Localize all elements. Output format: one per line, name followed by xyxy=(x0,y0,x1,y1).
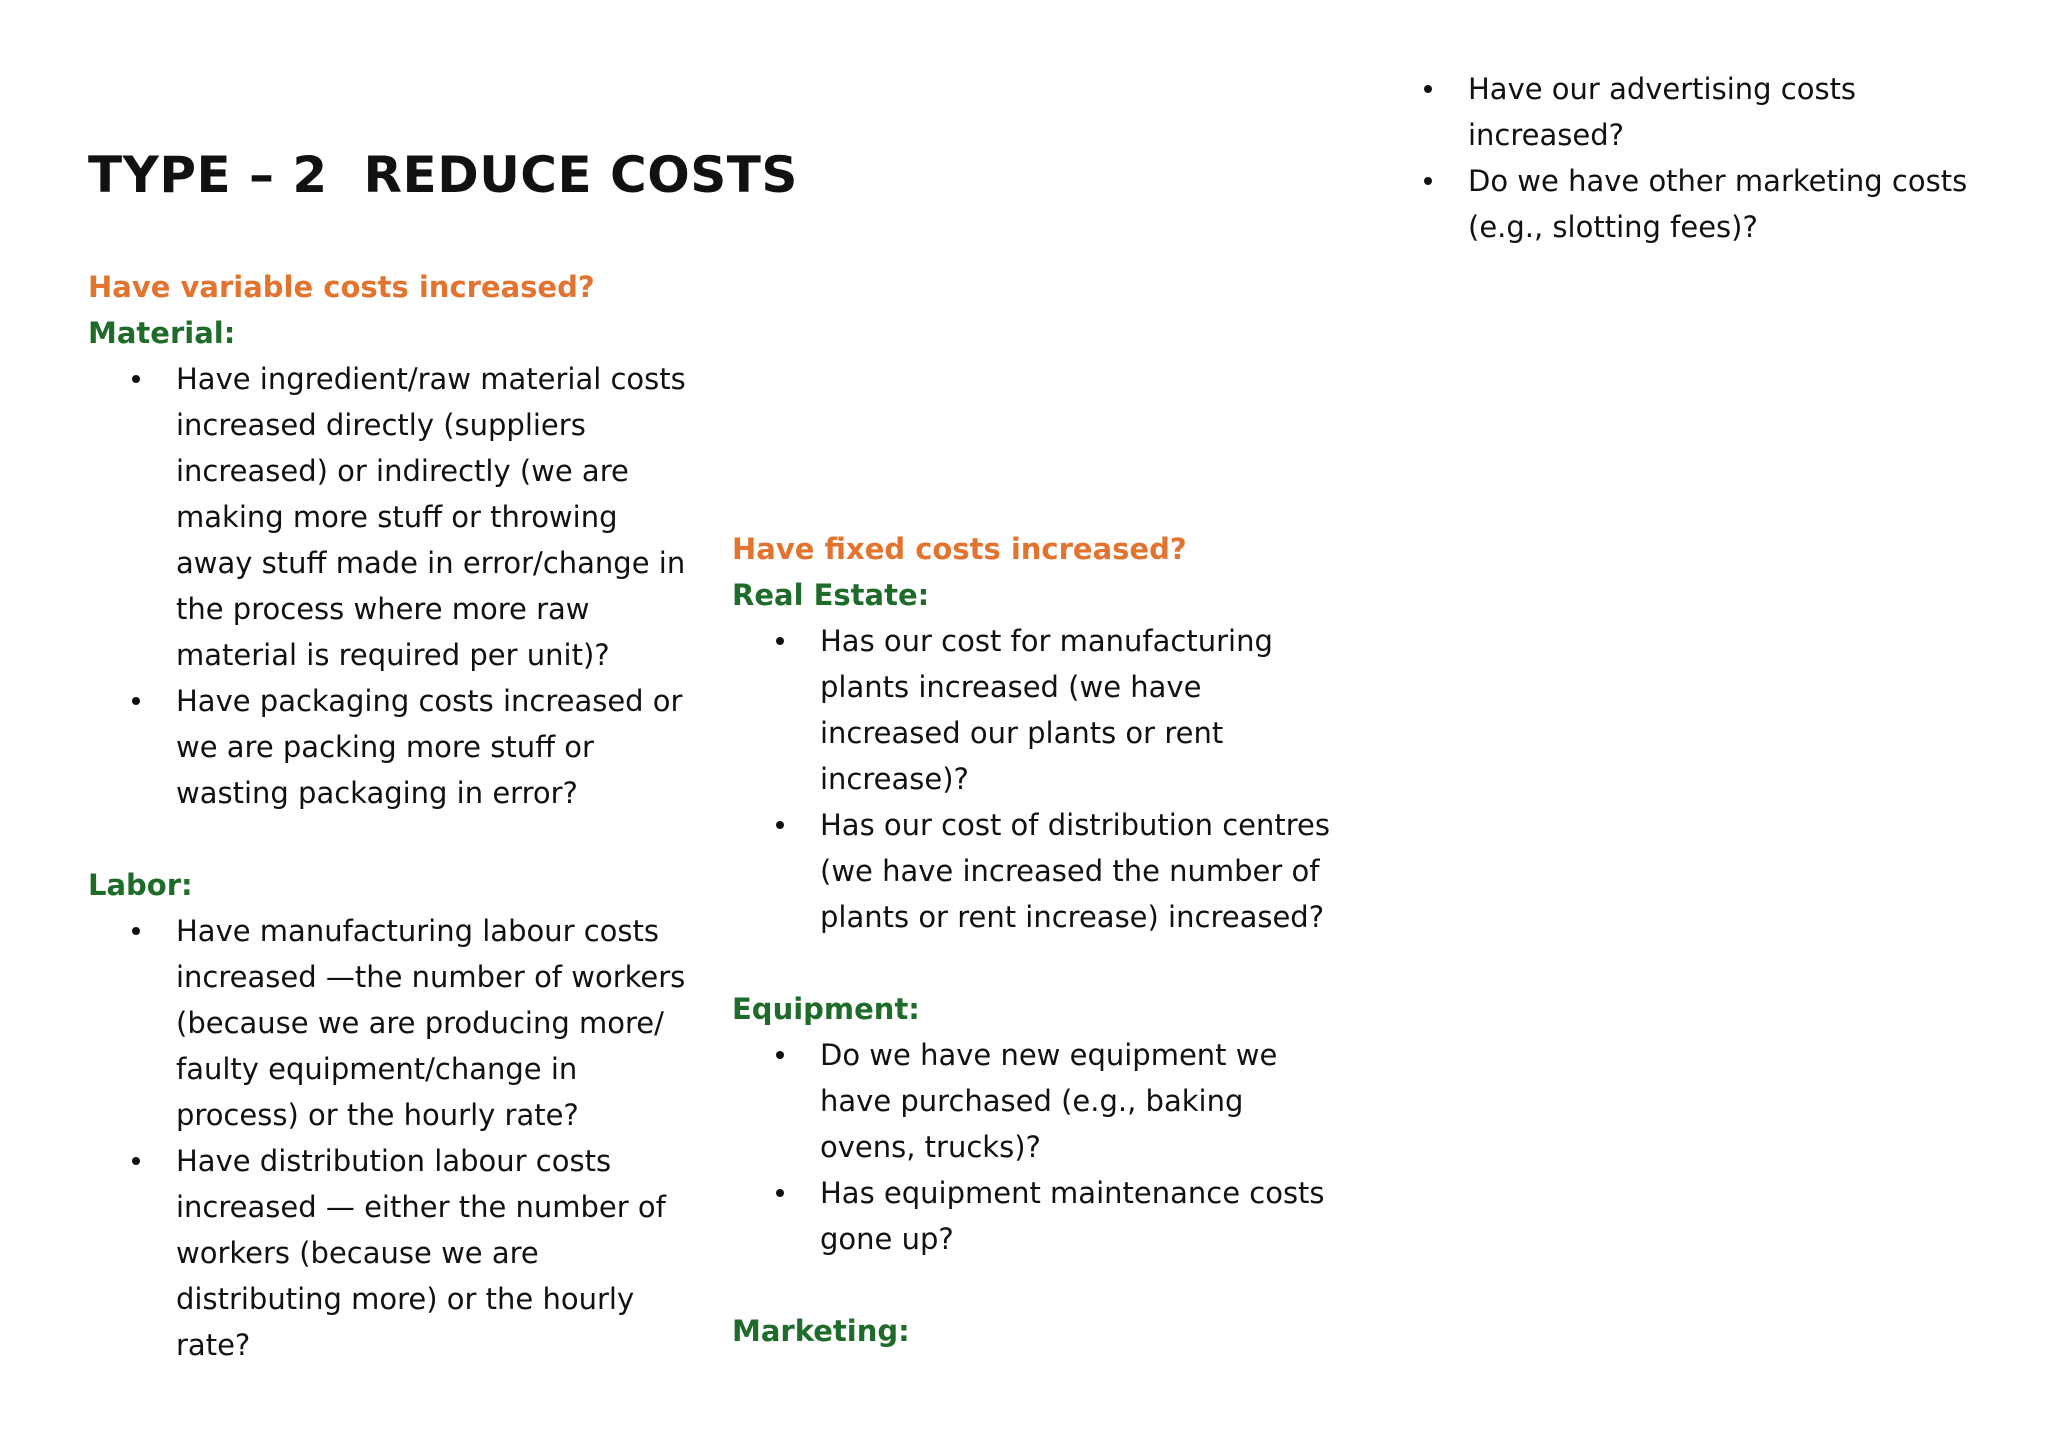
list-item xyxy=(176,356,698,678)
list-item-text: Do we have other marketing costs (e.g., slotting fees)? xyxy=(1468,164,1968,244)
equipment-list xyxy=(732,1032,1342,1262)
list-item xyxy=(1468,66,1970,158)
list-item-text: Have packaging costs increased or we are packing more stuff or wasting packaging in error? xyxy=(176,684,683,810)
list-item xyxy=(176,908,698,1138)
list-item xyxy=(820,1170,1342,1262)
list-item xyxy=(820,618,1342,802)
bullet-icon xyxy=(776,821,784,829)
marketing-list xyxy=(1410,66,1970,250)
list-item-text: Has equipment maintenance costs gone up? xyxy=(820,1176,1325,1256)
bullet-icon xyxy=(776,1051,784,1059)
material-heading: Material: xyxy=(88,316,236,350)
fixed-costs-heading: Have fixed costs increased? xyxy=(732,532,1187,566)
bullet-icon xyxy=(132,927,140,935)
bullet-icon xyxy=(132,697,140,705)
list-item xyxy=(176,1138,698,1368)
list-item xyxy=(820,802,1342,940)
list-item-text: Have distribution labour costs increased — either the number of workers (because we are distributing more) or the hourly rate? xyxy=(176,1144,666,1362)
bullet-icon xyxy=(776,637,784,645)
labor-list xyxy=(88,908,698,1368)
marketing-heading: Marketing: xyxy=(732,1314,910,1348)
labor-heading: Labor: xyxy=(88,868,193,902)
variable-costs-heading: Have variable costs increased? xyxy=(88,270,595,304)
material-list xyxy=(88,356,698,816)
bullet-icon xyxy=(776,1189,784,1197)
bullet-icon xyxy=(1424,85,1432,93)
bullet-icon xyxy=(132,375,140,383)
marketing-column xyxy=(1410,66,1970,250)
page-title: TYPE – 2 REDUCE COSTS xyxy=(88,146,798,204)
bullet-icon xyxy=(1424,177,1432,185)
list-item xyxy=(1468,158,1970,250)
list-item-text: Has our cost of distribution centres (we have increased the number of plants or rent increase) increased? xyxy=(820,808,1330,934)
list-item xyxy=(820,1032,1342,1170)
variable-costs-column xyxy=(88,264,698,1368)
bullet-icon xyxy=(132,1157,140,1165)
real-estate-list xyxy=(732,618,1342,940)
list-item xyxy=(176,678,698,816)
equipment-heading: Equipment: xyxy=(732,992,920,1026)
list-item-text: Has our cost for manufacturing plants increased (we have increased our plants or rent increase)? xyxy=(820,624,1273,796)
fixed-costs-column xyxy=(732,526,1342,1354)
list-item-text: Have our advertising costs increased? xyxy=(1468,72,1857,152)
list-item-text: Have ingredient/raw material costs increased directly (suppliers increased) or indirectly (we are making more stuff or throwing away stuff made in error/change in the process where more raw material is required per unit)? xyxy=(176,362,686,672)
list-item-text: Have manufacturing labour costs increased —the number of workers (because we are producing more/ faulty equipment/change in process) or the hourly rate? xyxy=(176,914,686,1132)
list-item-text: Do we have new equipment we have purchased (e.g., baking ovens, trucks)? xyxy=(820,1038,1278,1164)
real-estate-heading: Real Estate: xyxy=(732,578,930,612)
